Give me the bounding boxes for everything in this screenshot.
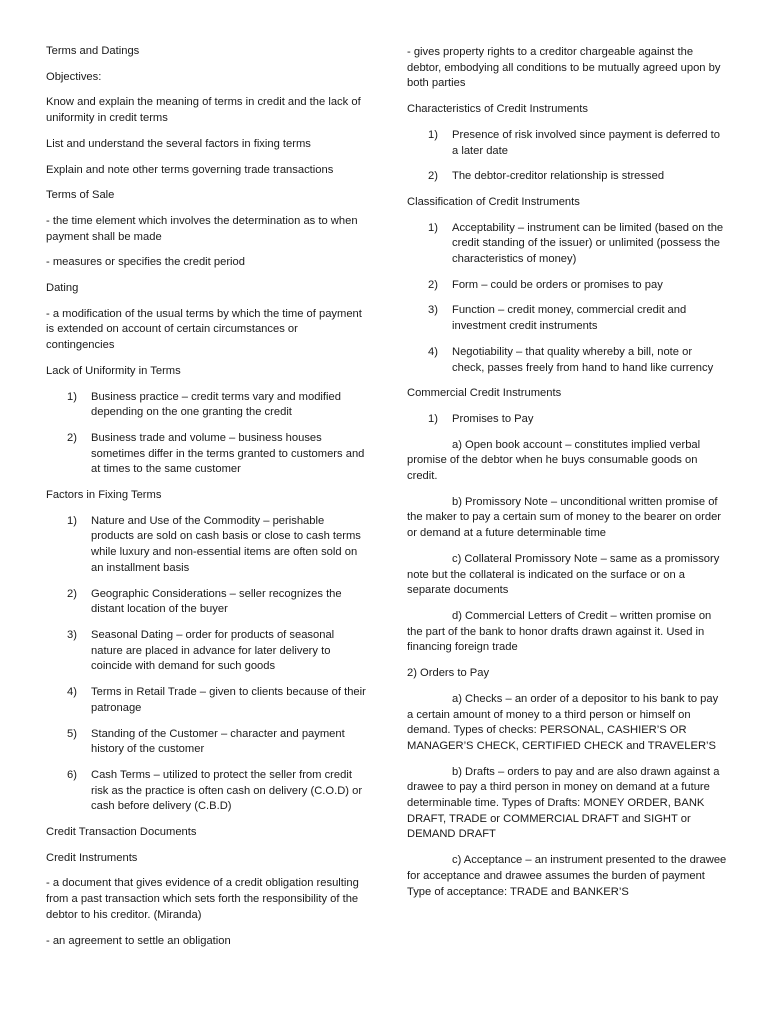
promise-entry [407,495,727,542]
list-item-text: Cash Terms – utilized to protect the seller from credit risk as the practice is often cash on delivery (C.O.D) or cash before delivery (C.B.D) [91,768,363,813]
credit-instruments-continued: - gives property rights to a creditor chargeable against the debtor, embodying all conditions to be mutually agreed upon by both parties [407,46,721,90]
order-text: – orders to pay and are also drawn against a drawee to pay a third person in money on demand at a future determinable time. Types of Drafts: MONEY ORDER, BANK DRAFT, TRADE or COMMERCIAL DRAFT and SIGHT or DEMAND DRAFT [407,765,720,841]
list-number: 3) [67,628,77,641]
left-column [46,44,366,959]
promise-text: – constitutes implied verbal promise of the debtor when he buys consumable goods on credit. [407,438,701,483]
list-item-text: – could be orders or promises to pay [478,278,663,291]
list-item-text: – instrument can be limited (based on the credit standing of the issuer) or unlimited (possess the characteristics of money) [452,221,724,266]
order-text: – an order of a depositor to his bank to pay a certain amount of money to a third person or himself on demand. Types of checks: PERSONAL, CASHIER’S OR MANAGER’S CHECK, CERTIFIED CHECK and TRAVELER’S [407,692,719,752]
promise-term: c) Collateral Promissory Note [452,552,598,565]
list-item-text: Standing of the Customer – character and payment history of the customer [91,727,345,756]
order-text: – an instrument presented to the drawee for acceptance and drawee assumes the burden of payment Type of acceptance: TRADE and BANKER’S [407,854,727,898]
list-number: 2) [67,587,77,600]
credit-instruments-paragraph: - a document that gives evidence of a credit obligation resulting from a past transaction which sets forth the responsibility of the debtor to his creditor. (Miranda) [46,877,359,921]
objectives-heading: Objectives: [46,70,102,83]
order-term: a) Checks [452,692,503,705]
right-column [407,45,727,910]
dating-heading: Dating [46,282,79,295]
objective-item: Know and explain the meaning of terms in credit and the lack of uniformity in credit terms [46,96,361,125]
factors-list [46,514,366,815]
promise-text: – written promise on the part of the bank to honor drafts drawn against it. Used in financing foreign trade [407,609,712,654]
list-number: 1) [428,221,438,234]
list-item [407,345,727,376]
list-item [407,278,727,294]
credit-instruments-paragraph: - an agreement to settle an obligation [46,934,231,947]
list-item-text: Geographic Considerations – seller recognizes the distant location of the buyer [91,587,342,616]
characteristics-list [407,128,727,185]
list-item-term: Form [452,278,479,291]
list-item [46,768,366,815]
order-entry [407,692,727,755]
list-item-text: Presence of risk involved since payment is deferred to a later date [452,128,721,157]
list-number: 2) [428,170,438,183]
list-number: 5) [67,727,77,740]
characteristics-heading: Characteristics of Credit Instruments [407,103,588,116]
promise-text: – unconditional written promise of the maker to pay a certain sum of money to the bearer on order or demand at a future determinable time [407,495,722,540]
list-item-text: – credit money, commercial credit and investment credit instruments [452,304,687,333]
list-number: 1) [67,390,77,403]
list-item-text: – that quality whereby a bill, note or check, passes freely from hand to hand like currency [452,345,714,374]
list-item [407,128,727,159]
list-item-text: Seasonal Dating – order for products of seasonal nature are placed in advance for later delivery to coincide with demand for such goods [91,628,335,673]
credit-instruments-heading: Credit Instruments [46,851,138,864]
list-item [46,587,366,618]
list-item-text: Terms in Retail Trade – given to clients because of their patronage [91,686,366,714]
list-number: 1) [428,128,438,141]
document-title: Terms and Datings [46,45,140,57]
list-item [46,514,366,577]
list-item [46,431,366,478]
promises-list [407,412,727,428]
promise-term: b) Promissory Note [452,495,548,508]
promise-entry [407,438,727,485]
order-term: b) Drafts [452,765,495,778]
list-item-text: The debtor-creditor relationship is stressed [452,170,665,183]
objective-item: List and understand the several factors in fixing terms [46,137,311,150]
classification-heading: Classification of Credit Instruments [407,195,580,208]
list-number: 4) [67,686,77,699]
list-number: 1) [428,412,438,425]
dating-paragraph: - a modification of the usual terms by which the time of payment is extended on account of certain circumstances or contingencies [46,307,362,352]
order-entry [407,853,727,900]
terms-of-sale-heading: Terms of Sale [46,189,115,202]
list-item [46,390,366,421]
list-item-term: Function [452,304,495,317]
credit-transaction-documents-heading: Credit Transaction Documents [46,826,197,839]
list-item [46,727,366,758]
list-item [407,221,727,268]
list-number: 2) [428,278,438,291]
promises-to-pay-label: Promises to Pay [452,412,534,425]
promise-text: – same as a promissory note but the collateral is indicated on the surface or on a separate documents [407,552,720,597]
list-number: 6) [67,768,77,781]
factors-heading: Factors in Fixing Terms [46,489,162,502]
list-number: 2) [67,431,77,444]
order-term: c) Acceptance [452,854,523,867]
list-item-text: Business practice – credit terms vary and modified depending on the one granting the credit [91,390,341,419]
promise-term: d) Commercial Letters of Credit [452,609,608,622]
terms-of-sale-paragraph: - measures or specifies the credit period [46,256,245,269]
lack-of-uniformity-heading: Lack of Uniformity in Terms [46,364,181,377]
lack-of-uniformity-list [46,390,366,479]
list-number: 3) [428,304,438,317]
list-item [46,685,366,716]
objective-item: Explain and note other terms governing trade transactions [46,163,334,176]
list-item-term: Acceptability [452,221,515,234]
promise-entry [407,609,727,656]
list-item-text: Nature and Use of the Commodity – perishable products are sold on cash basis or close to cash terms while luxury and non-essential items are often sold on an installment basis [91,514,361,574]
list-item-term: Negotiability [452,345,513,358]
commercial-credit-heading: Commercial Credit Instruments [407,387,562,400]
list-item-text: Business trade and volume – business houses sometimes differ in the terms granted to customers and at times to the same customer [91,431,365,476]
order-entry [407,765,727,844]
promise-entry [407,552,727,599]
promise-term: a) Open book account [452,438,563,451]
list-number: 4) [428,345,438,358]
list-item [407,303,727,334]
terms-of-sale-paragraph: - the time element which involves the determination as to when payment shall be made [46,214,358,243]
orders-to-pay-heading: 2) Orders to Pay [407,667,490,680]
list-item [46,628,366,675]
list-number: 1) [67,514,77,527]
list-item [407,169,727,185]
list-item [407,412,727,428]
classification-list [407,221,727,377]
